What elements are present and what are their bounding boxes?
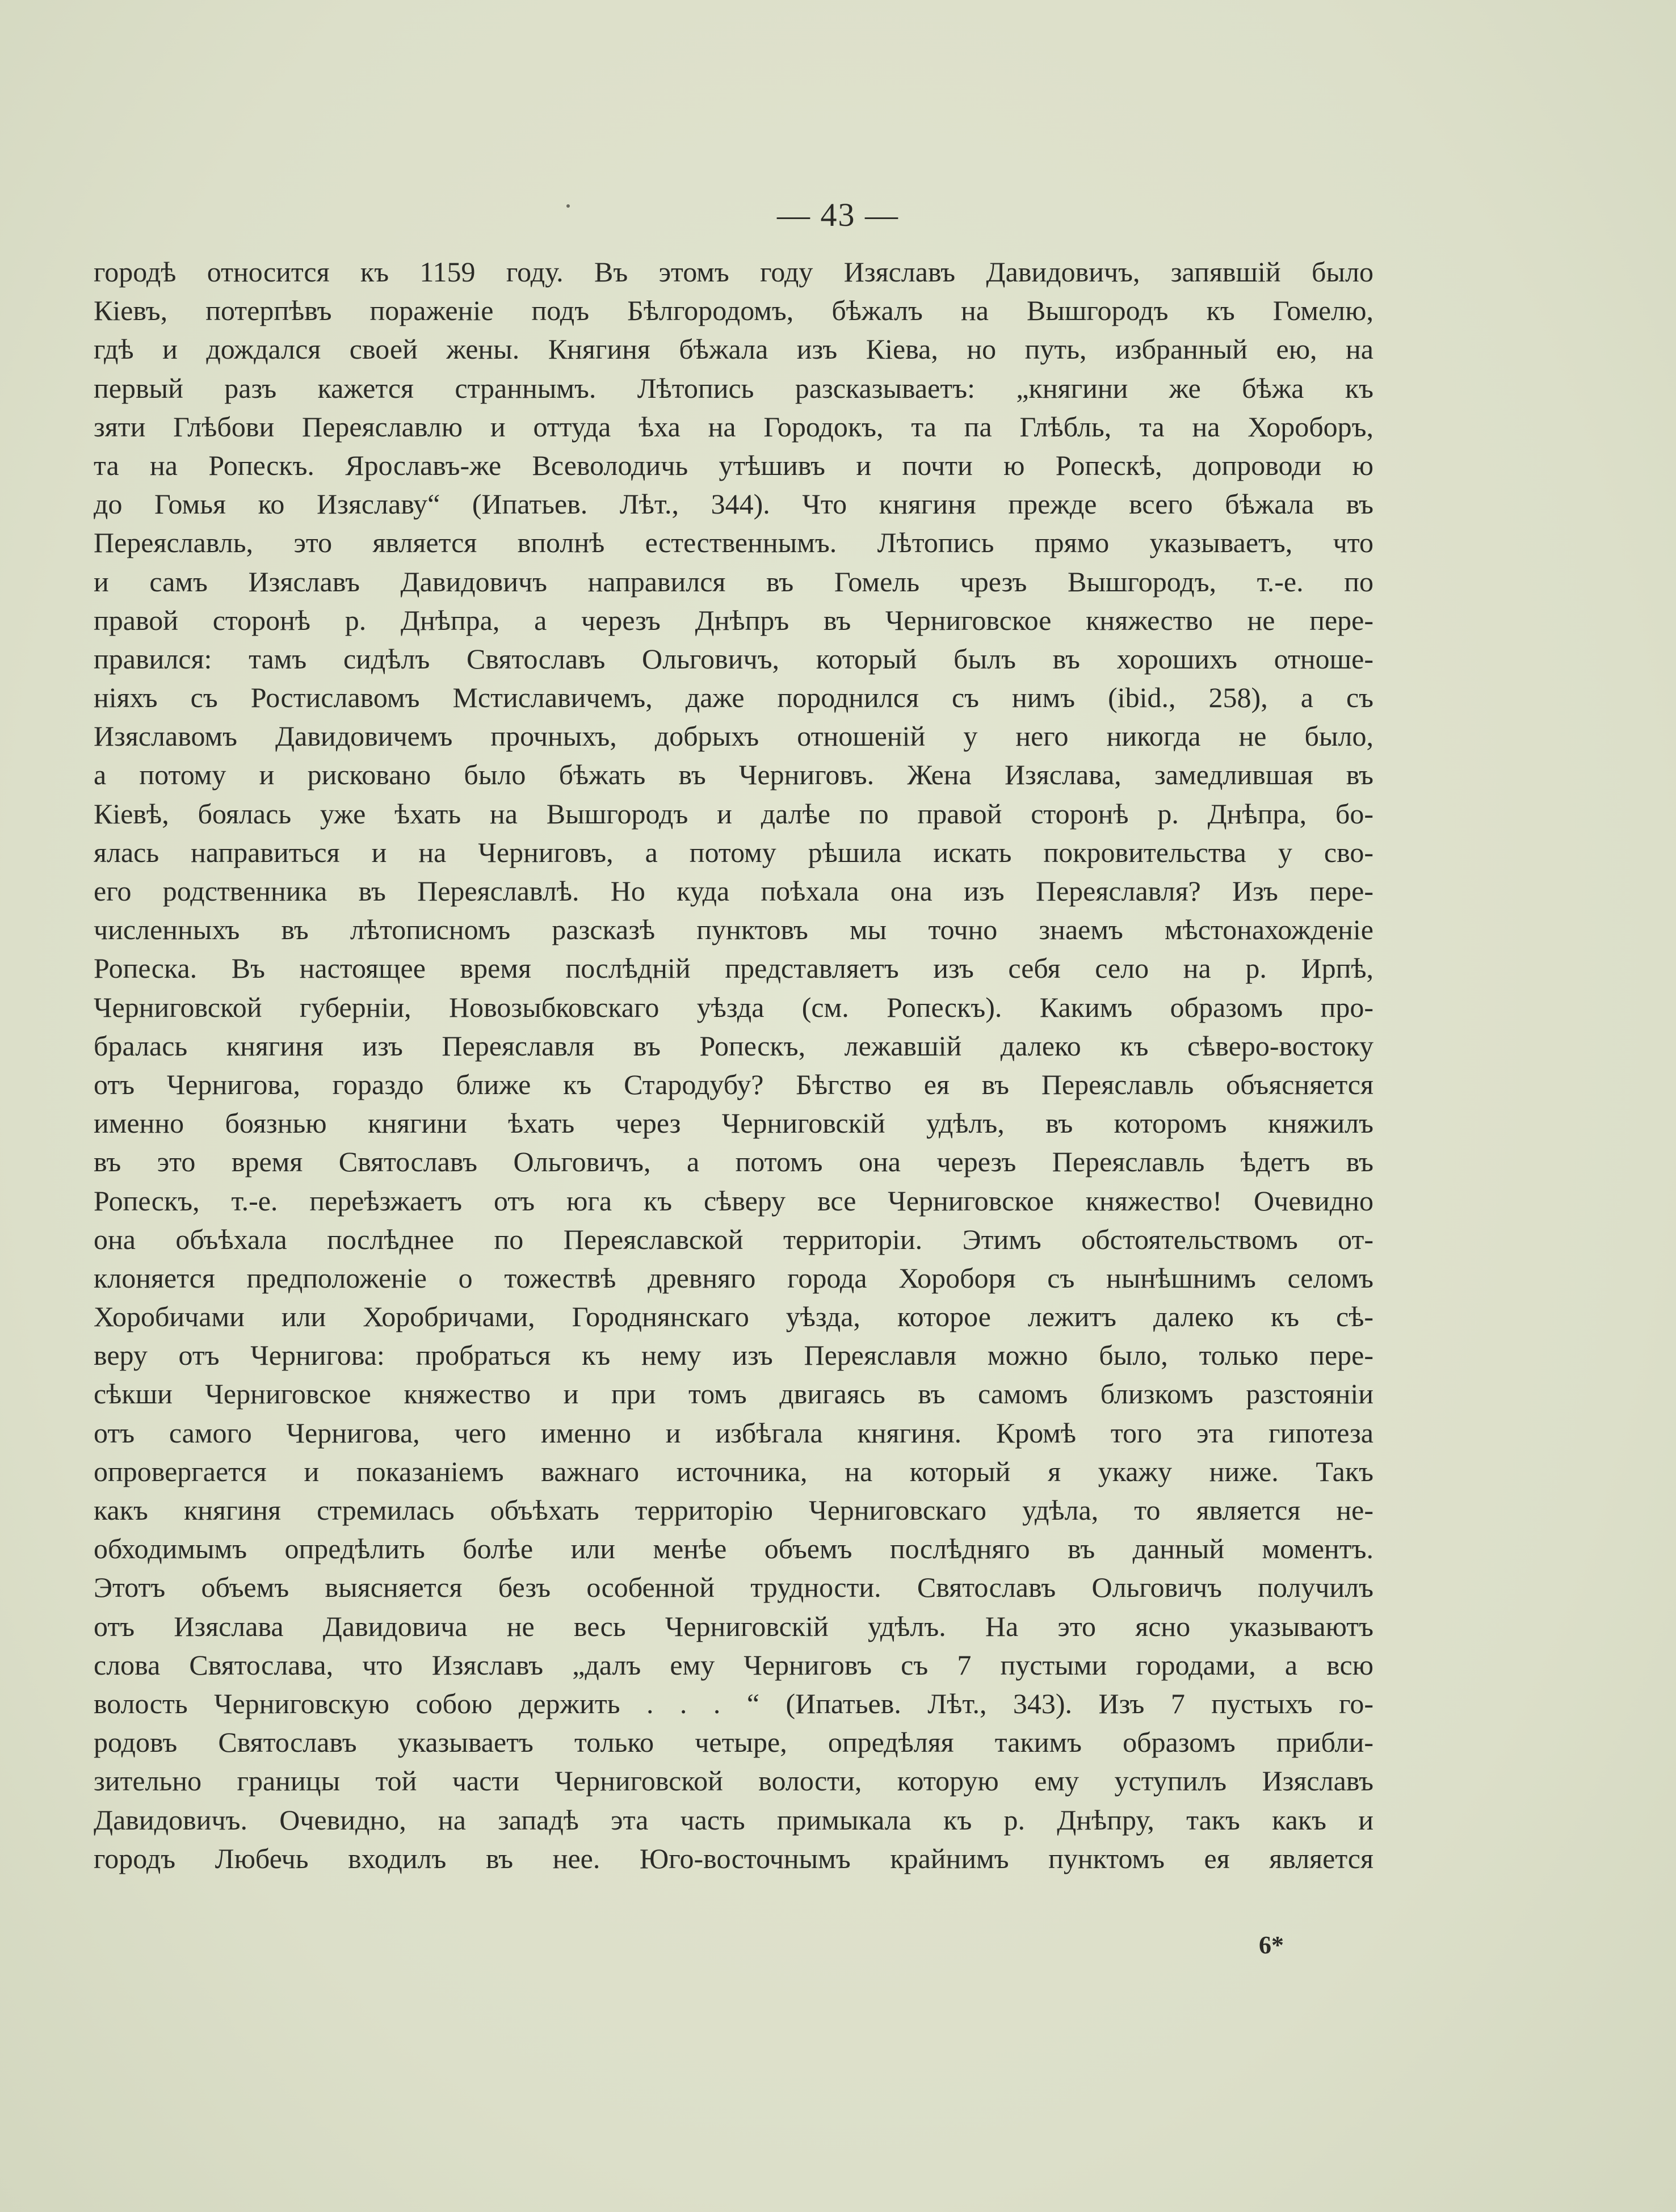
text-line: Кіевъ, потерпѣвъ пораженіе подъ Бѣлгородомъ, бѣжалъ на Вышгородъ къ Гомелю, xyxy=(94,295,1373,327)
text-line: городъ Любечь входилъ въ нее. Юго-восточнымъ крайнимъ пунктомъ ея является xyxy=(94,1842,1373,1874)
text-line: численныхъ въ лѣтописномъ разсказѣ пунктовъ мы точно знаемъ мѣстонахожденіе xyxy=(94,914,1373,946)
text-line: Изяславомъ Давидовичемъ прочныхъ, добрыхъ отношеній у него никогда не было, xyxy=(94,720,1373,752)
text-line: гдѣ и дождался своей жены. Княгиня бѣжала изъ Кіева, но путь, избранный ею, на xyxy=(94,333,1373,365)
text-line: клоняется предположеніе о тожествѣ древняго города Хороборя съ нынѣшнимъ селомъ xyxy=(94,1261,1373,1294)
page-number: — 43 — xyxy=(777,196,899,233)
text-line: отъ Чернигова, гораздо ближе къ Стародубу? Бѣгство ея въ Переяславль объясняется xyxy=(94,1068,1373,1100)
text-line: первый разъ кажется страннымъ. Лѣтопись разсказываетъ: „княгини же бѣжа къ xyxy=(94,372,1373,404)
text-line: а потому и рисковано было бѣжать въ Черниговъ. Жена Изяслава, замедлившая въ xyxy=(94,759,1373,791)
text-line: Ропескъ, т.-е. переѣзжаетъ отъ юга къ сѣверу все Черниговское княжество! Очевидно xyxy=(94,1184,1373,1217)
text-line: отъ Изяслава Давидовича не весь Черниговскій удѣлъ. На это ясно указываютъ xyxy=(94,1610,1373,1642)
text-line: Этотъ объемъ выясняется безъ особенной трудности. Святославъ Ольговичъ получилъ xyxy=(94,1571,1373,1604)
text-line: въ это время Святославъ Ольговичъ, а потомъ она черезъ Переяславль ѣдетъ въ xyxy=(94,1146,1373,1178)
body-text xyxy=(94,253,1373,1878)
text-line: ялась направиться и на Черниговъ, а потому рѣшила искать покровительства у сво- xyxy=(94,836,1373,868)
text-line: она объѣхала послѣднее по Переяславской территоріи. Этимъ обстоятельствомъ от- xyxy=(94,1223,1373,1255)
text-line: веру отъ Чернигова: пробраться къ нему изъ Переяславля можно было, только пере- xyxy=(94,1339,1373,1372)
text-line: та на Ропескъ. Ярославъ-же Всеволодичь утѣшивъ и почти ю Ропескѣ, допроводи ю xyxy=(94,449,1373,481)
text-line: бралась княгиня изъ Переяславля въ Ропескъ, лежавшій далеко къ сѣверо-востоку xyxy=(94,1029,1373,1062)
text-line: его родственника въ Переяславлѣ. Но куда поѣхала она изъ Переяславля? Изъ пере- xyxy=(94,875,1373,907)
text-line: слова Святослава, что Изяславъ „далъ ему Черниговъ съ 7 пустыми городами, а всю xyxy=(94,1649,1373,1681)
text-line: до Гомья ко Изяславу“ (Ипатьев. Лѣт., 344). Что княгиня прежде всего бѣжала въ xyxy=(94,488,1373,520)
text-line: зяти Глѣбови Переяславлю и оттуда ѣха на Городокъ, та па Глѣбль, та на Хороборъ, xyxy=(94,410,1373,443)
text-line: Хоробичами или Хоробричами, Городнянскаго уѣзда, которое лежитъ далеко къ сѣ- xyxy=(94,1301,1373,1333)
text-line: именно боязнью княгини ѣхать через Черниговскій удѣлъ, въ которомъ княжилъ xyxy=(94,1107,1373,1139)
text-line: обходимымъ опредѣлить болѣе или менѣе объемъ послѣдняго въ данный моментъ. xyxy=(94,1533,1373,1565)
text-line: ніяхъ съ Ростиславомъ Мстиславичемъ, даже породнился съ нимъ (ibid., 258), а съ xyxy=(94,682,1373,714)
text-line: Переяславль, это является вполнѣ естественнымъ. Лѣтопись прямо указываетъ, что xyxy=(94,527,1373,559)
text-line: опровергается и показаніемъ важнаго источника, на который я укажу ниже. Такъ xyxy=(94,1455,1373,1487)
printer-signature-mark: 6* xyxy=(1259,1931,1284,1959)
text-line: и самъ Изяславъ Давидовичъ направился въ Гомель чрезъ Вышгородъ, т.-е. по xyxy=(94,565,1373,598)
text-line: правился: тамъ сидѣлъ Святославъ Ольговичъ, который былъ въ хорошихъ отноше- xyxy=(94,642,1373,675)
text-line: Черниговской губерніи, Новозыбковскаго уѣзда (см. Ропескъ). Какимъ образомъ про- xyxy=(94,991,1373,1023)
text-line: зительно границы той части Черниговской волости, которую ему уступилъ Изяславъ xyxy=(94,1765,1373,1797)
text-line: волость Черниговскую собою держить . . . “ (Ипатьев. Лѣт., 343). Изъ 7 пустыхъ го- xyxy=(94,1687,1373,1719)
text-line: отъ самого Чернигова, чего именно и избѣгала княгиня. Кромѣ того эта гипотеза xyxy=(94,1416,1373,1449)
text-line: родовъ Святославъ указываетъ только четыре, опредѣляя такимъ образомъ прибли- xyxy=(94,1726,1373,1759)
text-line: правой сторонѣ р. Днѣпра, а черезъ Днѣпръ въ Черниговское княжество не пере- xyxy=(94,604,1373,636)
text-line: Ропеска. Въ настоящее время послѣдній представляетъ изъ себя село на р. Ирпѣ, xyxy=(94,952,1373,985)
text-line: какъ княгиня стремилась объѣхать территорію Черниговскаго удѣла, то является не- xyxy=(94,1494,1373,1526)
text-line: Давидовичъ. Очевидно, на западѣ эта часть примыкала къ р. Днѣпру, такъ какъ и xyxy=(94,1803,1373,1836)
text-line: сѣкши Черниговское княжество и при томъ двигаясь въ самомъ близкомъ разстояніи xyxy=(94,1378,1373,1410)
text-line: Кіевѣ, боялась уже ѣхать на Вышгородъ и далѣе по правой сторонѣ р. Днѣпра, бо- xyxy=(94,797,1373,830)
text-line: городѣ относится къ 1159 году. Въ этомъ году Изяславъ Давидовичъ, запявшій было xyxy=(94,256,1373,288)
